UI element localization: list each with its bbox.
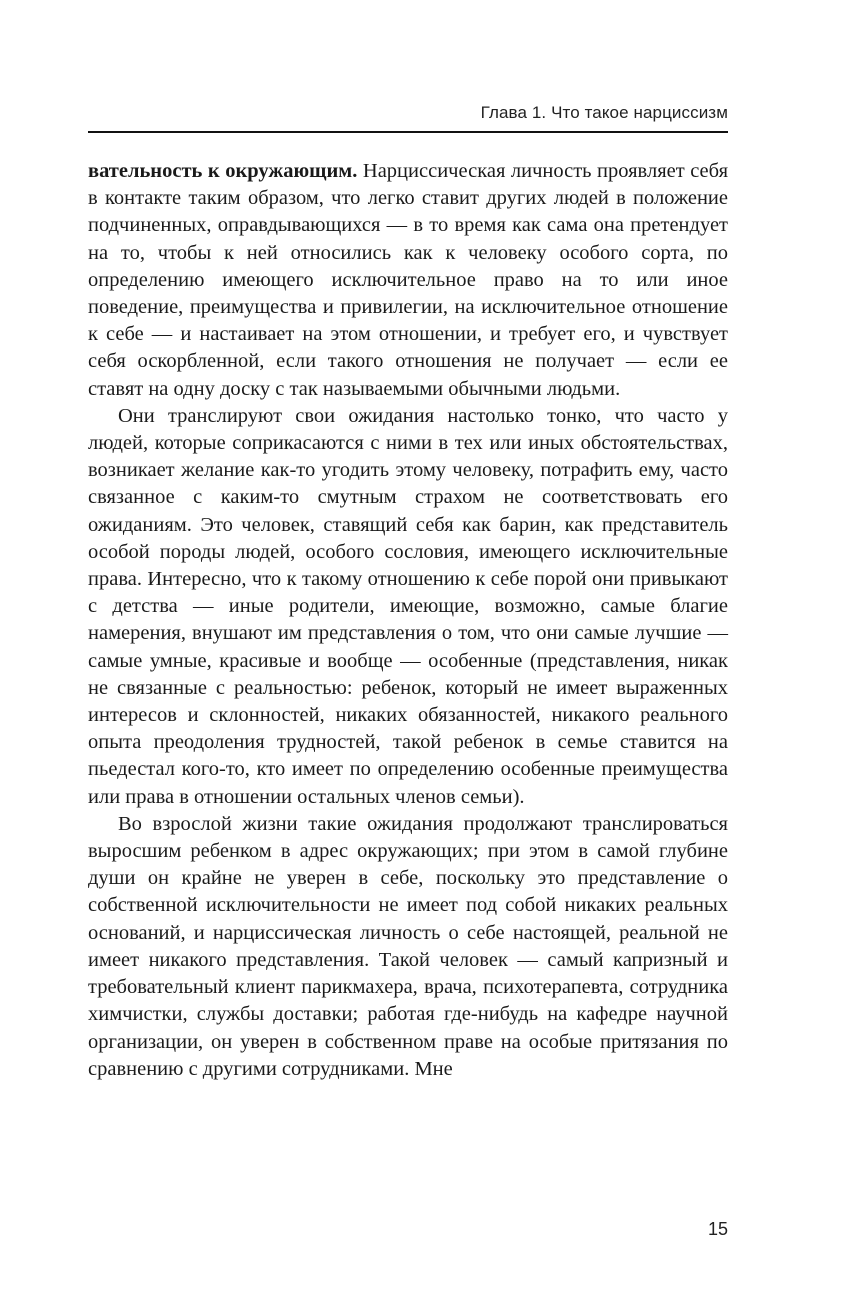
body-text xyxy=(88,158,728,1083)
paragraph-1 xyxy=(88,158,728,403)
paragraph-2: Они транслируют свои ожидания настолько тонко, что часто у людей, которые соприкасаются с ними в тех или иных обстоятельствах, возникает желание как-то угодить этому человеку, потрафить ему, часто связанное с каким-то смутным страхом не соответствовать его ожиданиям. Это человек, ставящий себя как барин, как представитель особой породы людей, особого сословия, имеющего исключительные права. Интересно, что к такому отношению к себе порой они привыкают с детства — иные родители, имеющие, возможно, самые благие намерения, внушают им представления о том, что они самые лучшие — самые умные, красивые и вообще — особенные (представления, никак не связанные с реальностью: ребенок, который не имеет выраженных интересов и склонностей, никаких обязанностей, никакого реального опыта преодоления трудностей, такой ребенок в семье ставится на пьедестал кого-то, кто имеет по определению особенные преимущества или права в отношении остальных членов семьи). xyxy=(88,404,728,808)
page-number: 15 xyxy=(707,1219,728,1239)
header-rule xyxy=(88,131,728,133)
paragraph-1-text: Нарциссическая личность проявляет себя в контакте таким образом, что легко ставит других людей в положение подчиненных, оправдывающихся — в то время как сама она претендует на то, чтобы к ней относились как к человеку особого сорта, по определению имеющего исключительное право на то или иное поведение, преимущества и привилегии, на исключительное отношение к себе — и настаивает на этом отношении, и требует его, и чувствует себя оскорбленной, если такого отношения не получает — если ее ставят на одну доску с так называемыми обычными людьми. xyxy=(88,160,729,400)
paragraph-3: Во взрослой жизни такие ожидания продолжают транслироваться выросшим ребенком в адрес окружающих; при этом в самой глубине души он крайне не уверен в себе, поскольку это представление о собственной исключительности не имеет под собой никаких реальных оснований, и нарциссическая личность о себе настоящей, реальной не имеет никакого представления. Такой человек — самый капризный и требовательный клиент парикмахера, врача, психотерапевта, сотрудника химчистки, службы доставки; работая где-нибудь на кафедре научной организации, он уверен в собственном праве на особые притязания по сравнению с другими сотрудниками. Мне xyxy=(88,812,728,1080)
running-head: Глава 1. Что такое нарциссизм xyxy=(480,103,728,122)
paragraph-1-bold-lead: вательность к окружающим. xyxy=(88,160,358,182)
